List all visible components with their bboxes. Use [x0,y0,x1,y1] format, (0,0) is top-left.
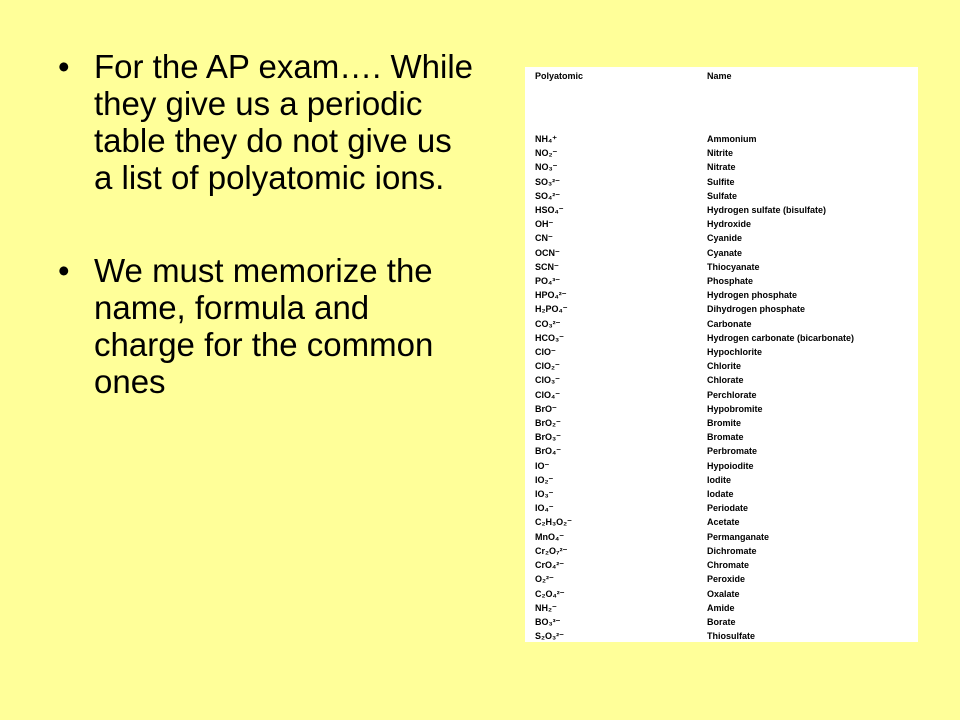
ion-formula: IO₃⁻ [535,489,554,500]
ion-name: Oxalate [707,588,740,599]
table-row [535,359,918,373]
table-row [535,430,918,444]
ion-formula: BrO₄⁻ [535,446,562,457]
table-row [535,160,918,174]
ion-formula: OCN⁻ [535,247,560,258]
table-row [535,515,918,529]
table-row [535,217,918,231]
bullet-dot-icon: • [58,252,70,289]
polyatomic-ions-table [535,67,918,643]
ion-formula: CN⁻ [535,233,553,244]
ion-name: Acetate [707,517,740,528]
table-row [535,388,918,402]
table-row [535,189,918,203]
ion-name: Dichromate [707,545,757,556]
ion-name: Cyanide [707,233,743,244]
table-row [535,444,918,458]
ion-name: Chlorate [707,375,744,386]
bullet-text: For the AP exam…. While they give us a periodic table they do not give us a list of polyatomic ions. [94,48,474,196]
ion-name: Sulfate [707,190,738,201]
table-row [535,132,918,146]
bullet-text: We must memorize the name, formula and charge for the common ones [94,252,434,400]
ion-name: Thiocyanate [707,261,760,272]
table-row [535,288,918,302]
ion-formula: NH₄⁺ [535,134,558,144]
ion-formula: IO₂⁻ [535,474,554,485]
bullet-item-memorize [58,252,478,400]
table-row [535,501,918,515]
ion-formula: SCN⁻ [535,261,559,272]
table-row [535,572,918,586]
table-row [535,302,918,316]
table-row [535,331,918,345]
ion-name: Nitrate [707,162,736,173]
ion-name: Amide [707,602,735,613]
ion-name: Chromate [707,560,750,571]
ion-name: Hydroxide [707,219,752,230]
polyatomic-ions-panel [525,67,918,642]
ion-name: Hydrogen sulfate (bisulfate) [707,205,827,216]
ion-name: Hypobromite [707,403,763,414]
table-row [535,615,918,629]
table-row [535,175,918,189]
header-name: Name [707,71,732,81]
header-polyatomic: Polyatomic [535,71,584,81]
table-row [535,260,918,274]
table-row [535,473,918,487]
ion-formula: ClO₃⁻ [535,375,560,386]
ion-name: Phosphate [707,276,754,287]
table-row [535,274,918,288]
ion-formula: C₂O₄²⁻ [535,588,565,599]
ion-formula: BrO⁻ [535,403,557,414]
table-row [535,146,918,160]
table-row [535,317,918,331]
ion-formula: BO₃³⁻ [535,616,561,627]
ion-name: Iodite [707,474,731,485]
table-row [535,544,918,558]
ion-name: Hydrogen carbonate (bicarbonate) [707,332,855,343]
ion-formula: H₂PO₄⁻ [535,304,568,315]
table-row [535,558,918,572]
ion-name: Peroxide [707,574,746,585]
ion-formula: Cr₂O₇²⁻ [535,545,568,556]
table-row [535,601,918,615]
ion-formula: PO₄³⁻ [535,276,561,287]
ion-formula: NO₃⁻ [535,162,558,173]
table-row [535,530,918,544]
table-header-row [535,67,918,132]
ion-formula: SO₄²⁻ [535,190,561,201]
ion-formula: CrO₄²⁻ [535,560,565,571]
ion-formula: OH⁻ [535,219,554,230]
ion-name: Nitrite [707,148,734,159]
ion-name: Periodate [707,503,749,514]
ion-formula: ClO₄⁻ [535,389,561,400]
ion-formula: MnO₄⁻ [535,531,565,542]
ion-formula: NO₂⁻ [535,148,558,159]
ion-name: Dihydrogen phosphate [707,304,806,315]
ion-formula: BrO₃⁻ [535,432,561,443]
bullet-list [58,48,478,400]
ion-name: Hydrogen phosphate [707,290,798,301]
bullet-item-ap-exam [58,48,478,196]
ion-formula: HPO₄²⁻ [535,290,567,301]
ion-name: Perchlorate [707,389,757,400]
table-body [535,132,918,643]
table-row [535,402,918,416]
ion-formula: HCO₃⁻ [535,332,564,343]
ion-formula: BrO₂⁻ [535,418,561,429]
ion-formula: SO₃²⁻ [535,176,560,187]
table-row [535,231,918,245]
ion-name: Carbonate [707,318,752,329]
table-row [535,373,918,387]
table-row [535,203,918,217]
ion-name: Hypochlorite [707,347,763,358]
ion-formula: ClO₂⁻ [535,361,560,372]
ion-name: Cyanate [707,247,743,258]
ion-formula: HSO₄⁻ [535,205,564,216]
ion-name: Bromate [707,432,744,443]
ion-name: Bromite [707,418,742,429]
ion-formula: C₂H₃O₂⁻ [535,517,572,528]
ion-formula: IO⁻ [535,460,550,471]
ion-formula: NH₂⁻ [535,602,557,613]
table-row [535,487,918,501]
ion-name: Chlorite [707,361,742,372]
ion-name: Perbromate [707,446,758,457]
ion-name: Sulfite [707,176,735,187]
bullet-dot-icon: • [58,48,70,85]
ion-formula: O₂²⁻ [535,574,554,585]
ion-name: Ammonium [707,134,757,144]
ion-name: Hypoiodite [707,460,754,471]
ion-formula: ClO⁻ [535,347,556,358]
ion-formula: IO₄⁻ [535,503,554,514]
table-row [535,416,918,430]
table-row [535,459,918,473]
table-row [535,629,918,643]
ion-name: Thiosulfate [707,631,756,642]
table-row [535,587,918,601]
ion-formula: CO₃²⁻ [535,318,561,329]
ion-formula: S₂O₃²⁻ [535,631,564,642]
table-row [535,345,918,359]
table-row [535,246,918,260]
ion-name: Borate [707,616,736,627]
ion-name: Iodate [707,489,734,500]
ion-name: Permanganate [707,531,770,542]
